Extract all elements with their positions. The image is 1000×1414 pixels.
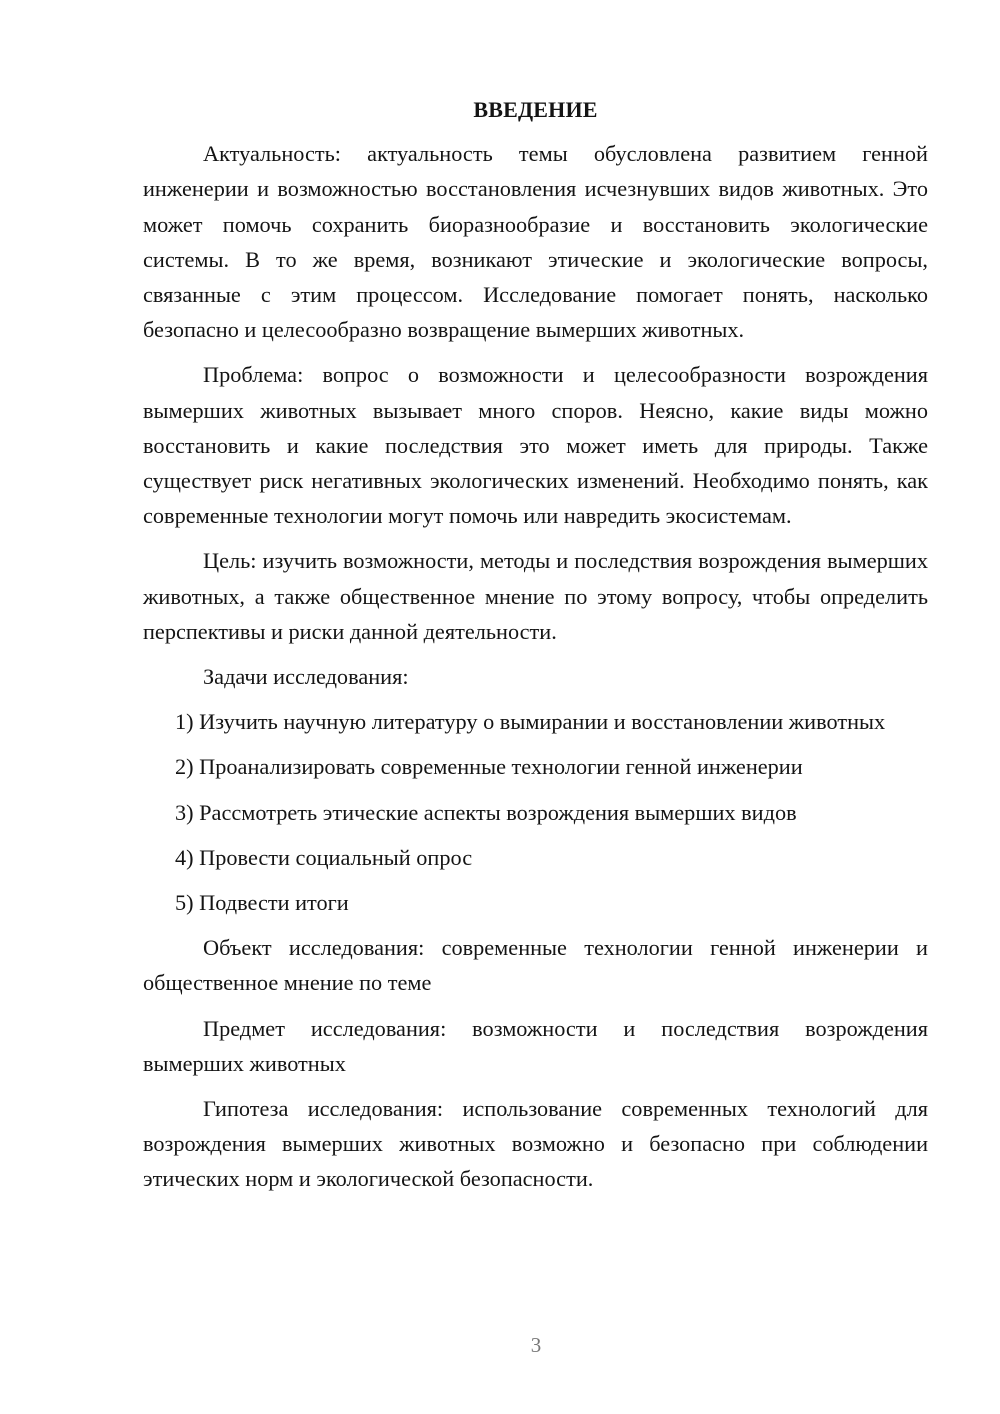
task-item: 2) Проанализировать современные технологии генной инженерии — [175, 754, 803, 780]
page-number: 3 — [530, 1333, 542, 1357]
page-title: ВВЕДЕНИЕ — [473, 97, 598, 122]
paragraph-hypothesis: Гипотеза исследования: использование современных технологий для возрождения вымерших животных возможно и безопасно при соблюдении этических норм и экологической безопасности. — [143, 1096, 928, 1192]
task-item: 1) Изучить научную литературу о вымирании и восстановлении животных — [175, 709, 886, 735]
paragraph-subject: Предмет исследования: возможности и последствия возрождения вымерших животных — [143, 1015, 928, 1076]
paragraph-goal: Цель: изучить возможности, методы и последствия возрождения вымерших животных, а также общественное мнение по этому вопросу, чтобы определить перспективы и риски данной деятельности. — [143, 548, 928, 644]
paragraph-problem: Проблема: вопрос о возможности и целесообразности возрождения вымерших животных вызывает много споров. Неясно, какие виды можно восстановить и какие последствия это может иметь для природы. Также существует риск негативных экологических изменений. Необходимо понять, как современные технологии могут помочь или навредить экосистемам. — [143, 362, 928, 529]
paragraph-relevance: Актуальность: актуальность темы обусловлена развитием генной инженерии и возможностью восстановления исчезнувших видов животных. Это может помочь сохранить биоразнообразие и восстановить экологические системы. В то же время, возникают этические и экологические вопросы, связанные с этим процессом. Исследование помогает понять, насколько безопасно и целесообразно возвращение вымерших животных. — [143, 141, 928, 343]
tasks-heading: Задачи исследования: — [203, 664, 409, 690]
tasks-list — [143, 704, 928, 920]
page-content — [143, 92, 928, 1207]
paragraph-object: Объект исследования: современные технологии генной инженерии и общественное мнение по теме — [143, 935, 928, 996]
task-item: 4) Провести социальный опрос — [175, 844, 473, 870]
task-item: 5) Подвести итоги — [175, 890, 349, 916]
task-item: 3) Рассмотреть этические аспекты возрождения вымерших видов — [175, 799, 797, 825]
